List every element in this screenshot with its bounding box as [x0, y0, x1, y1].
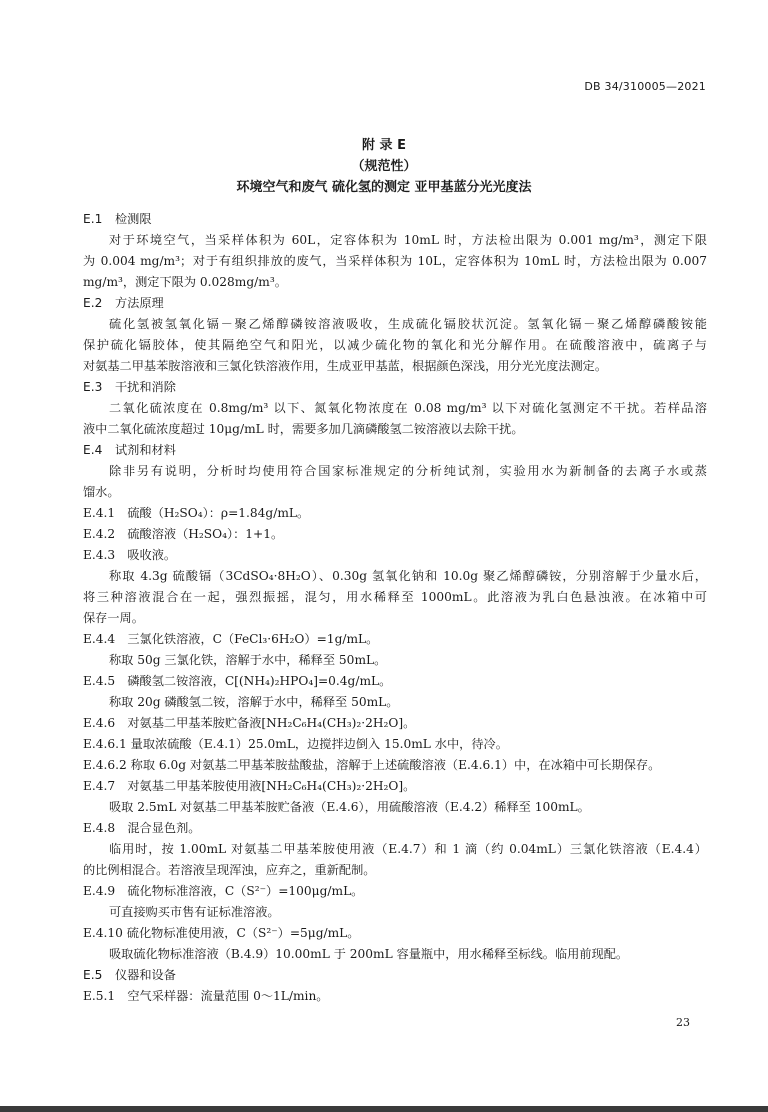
paragraph-line: 吸取硫化物标准溶液（B.4.9）10.00mL 于 200mL 容量瓶中，用水稀释至标线。临用前现配。	[109, 947, 629, 961]
section-heading-e2	[83, 293, 707, 314]
clause-e4-6: E.4.6 对氨基二甲基苯胺贮备液[NH₂C₆H₄(CH₃)₂·2H₂O]。	[83, 716, 416, 730]
bottom-edge-bar	[0, 1106, 768, 1112]
paragraph-line: 临用时，按 1.00mL 对氨基二甲基苯胺使用液（E.4.7）和 1 滴（约 0.04mL）三氯化铁溶液（E.4.4）	[109, 842, 707, 856]
paragraph-line: 称取 50g 三氯化铁，溶解于水中，稀释至 50mL。	[109, 653, 387, 667]
paragraph-line: 保护硫化镉胶体，使其隔绝空气和阳光，以减少硫化物的氧化和光分解作用。在硫酸溶液中，硫离子与	[83, 338, 707, 352]
paragraph-line: 除非另有说明，分析时均使用符合国家标准规定的分析纯试剂，实验用水为新制备的去离子水或蒸	[109, 464, 707, 478]
section-title: 方法原理	[115, 296, 164, 310]
paragraph-line: 称取 20g 磷酸氢二铵，溶解于水中，稀释至 50mL。	[109, 695, 399, 709]
paragraph-line: 对于环境空气，当采样体积为 60L，定容体积为 10mL 时，方法检出限为 0.001 mg/m³，测定下限	[109, 233, 707, 247]
appendix-label: 附 录 E	[362, 138, 406, 153]
paragraph-line: 硫化氢被氢氧化镉－聚乙烯醇磷铵溶液吸收，生成硫化镉胶状沉淀。氢氧化镉－聚乙烯醇磷酸铵能	[109, 317, 707, 331]
normative-label: （规范性）	[351, 159, 417, 174]
section-title: 仪器和设备	[115, 968, 176, 982]
clause-e4-4: E.4.4 三氯化铁溶液，C（FeCl₃·6H₂O）=1g/mL。	[83, 632, 379, 646]
section-number: E.4	[83, 443, 103, 457]
section-number: E.1	[83, 212, 103, 226]
document-body	[83, 209, 707, 1007]
section-title: 试剂和材料	[115, 443, 176, 457]
section-number: E.5	[83, 968, 103, 982]
clause-e4-8: E.4.8 混合显色剂。	[83, 821, 201, 835]
section-number: E.2	[83, 296, 103, 310]
section-title: 干扰和消除	[115, 380, 176, 394]
clause-e4-7: E.4.7 对氨基二甲基苯胺使用液[NH₂C₆H₄(CH₃)₂·2H₂O]。	[83, 779, 416, 793]
paragraph-line: 将三种溶液混合在一起，强烈振摇，混匀，用水稀释至 1000mL。此溶液为乳白色悬浊液。在冰箱中可	[83, 590, 707, 604]
clause-e4-3: E.4.3 吸收液。	[83, 548, 177, 562]
paragraph-line: 可直接购买市售有证标准溶液。	[109, 905, 280, 919]
section-title: 检测限	[115, 212, 152, 226]
clause-e4-6-2: E.4.6.2 称取 6.0g 对氨基二甲基苯胺盐酸盐，溶解于上述硫酸溶液（E.4.6.1）中，在冰箱中可长期保存。	[83, 758, 661, 772]
paragraph-line: 吸取 2.5mL 对氨基二甲基苯胺贮备液（E.4.6），用硫酸溶液（E.4.2）稀释至 100mL。	[109, 800, 590, 814]
paragraph-line: 为 0.004 mg/m³；对于有组织排放的废气，当采样体积为 10L，定容体积为 10mL 时，方法检出限为 0.007	[83, 254, 707, 268]
clause-e4-2: E.4.2 硫酸溶液（H₂SO₄）：1+1。	[83, 527, 284, 541]
clause-e4-5: E.4.5 磷酸氢二铵溶液，C[(NH₄)₂HPO₄]=0.4g/mL。	[83, 674, 392, 688]
paragraph-line: mg/m³，测定下限为 0.028mg/m³。	[83, 275, 287, 289]
appendix-titles	[0, 135, 768, 198]
clause-e4-9: E.4.9 硫化物标准溶液，C（S²⁻）=100μg/mL。	[83, 884, 364, 898]
section-heading-e4	[83, 440, 707, 461]
clause-e5-1: E.5.1 空气采样器：流量范围 0～1L/min。	[83, 989, 329, 1003]
paragraph-line: 液中二氧化硫浓度超过 10μg/mL 时，需要多加几滴磷酸氢二铵溶液以去除干扰。	[83, 422, 524, 436]
document-code: DB 34/310005—2021	[584, 80, 706, 93]
clause-e4-6-1: E.4.6.1 量取浓硫酸（E.4.1）25.0mL，边搅拌边倒入 15.0mL 水中，待冷。	[83, 737, 508, 751]
section-heading-e5	[83, 965, 707, 986]
section-heading-e1	[83, 209, 707, 230]
page-number: 23	[676, 1016, 690, 1029]
appendix-title: 环境空气和废气 硫化氢的测定 亚甲基蓝分光光度法	[236, 180, 532, 195]
paragraph-line: 对氨基二甲基苯胺溶液和三氯化铁溶液作用，生成亚甲基蓝，根据颜色深浅，用分光光度法测定。	[83, 359, 608, 373]
paragraph-line: 的比例相混合。若溶液呈现浑浊，应弃之，重新配制。	[83, 863, 376, 877]
clause-e4-1: E.4.1 硫酸（H₂SO₄）：ρ=1.84g/mL。	[83, 506, 310, 520]
paragraph-line: 二氧化硫浓度在 0.8mg/m³ 以下、氮氧化物浓度在 0.08 mg/m³ 以下对硫化氢测定不干扰。若样品溶	[109, 401, 707, 415]
clause-e4-10: E.4.10 硫化物标准使用液，C（S²⁻）=5μg/mL。	[83, 926, 360, 940]
section-heading-e3	[83, 377, 707, 398]
paragraph-line: 称取 4.3g 硫酸镉（3CdSO₄·8H₂O）、0.30g 氢氧化钠和 10.0g 聚乙烯醇磷铵，分别溶解于少量水后，	[109, 569, 707, 583]
paragraph-line: 保存一周。	[83, 611, 144, 625]
paragraph-line: 馏水。	[83, 485, 120, 499]
section-number: E.3	[83, 380, 103, 394]
